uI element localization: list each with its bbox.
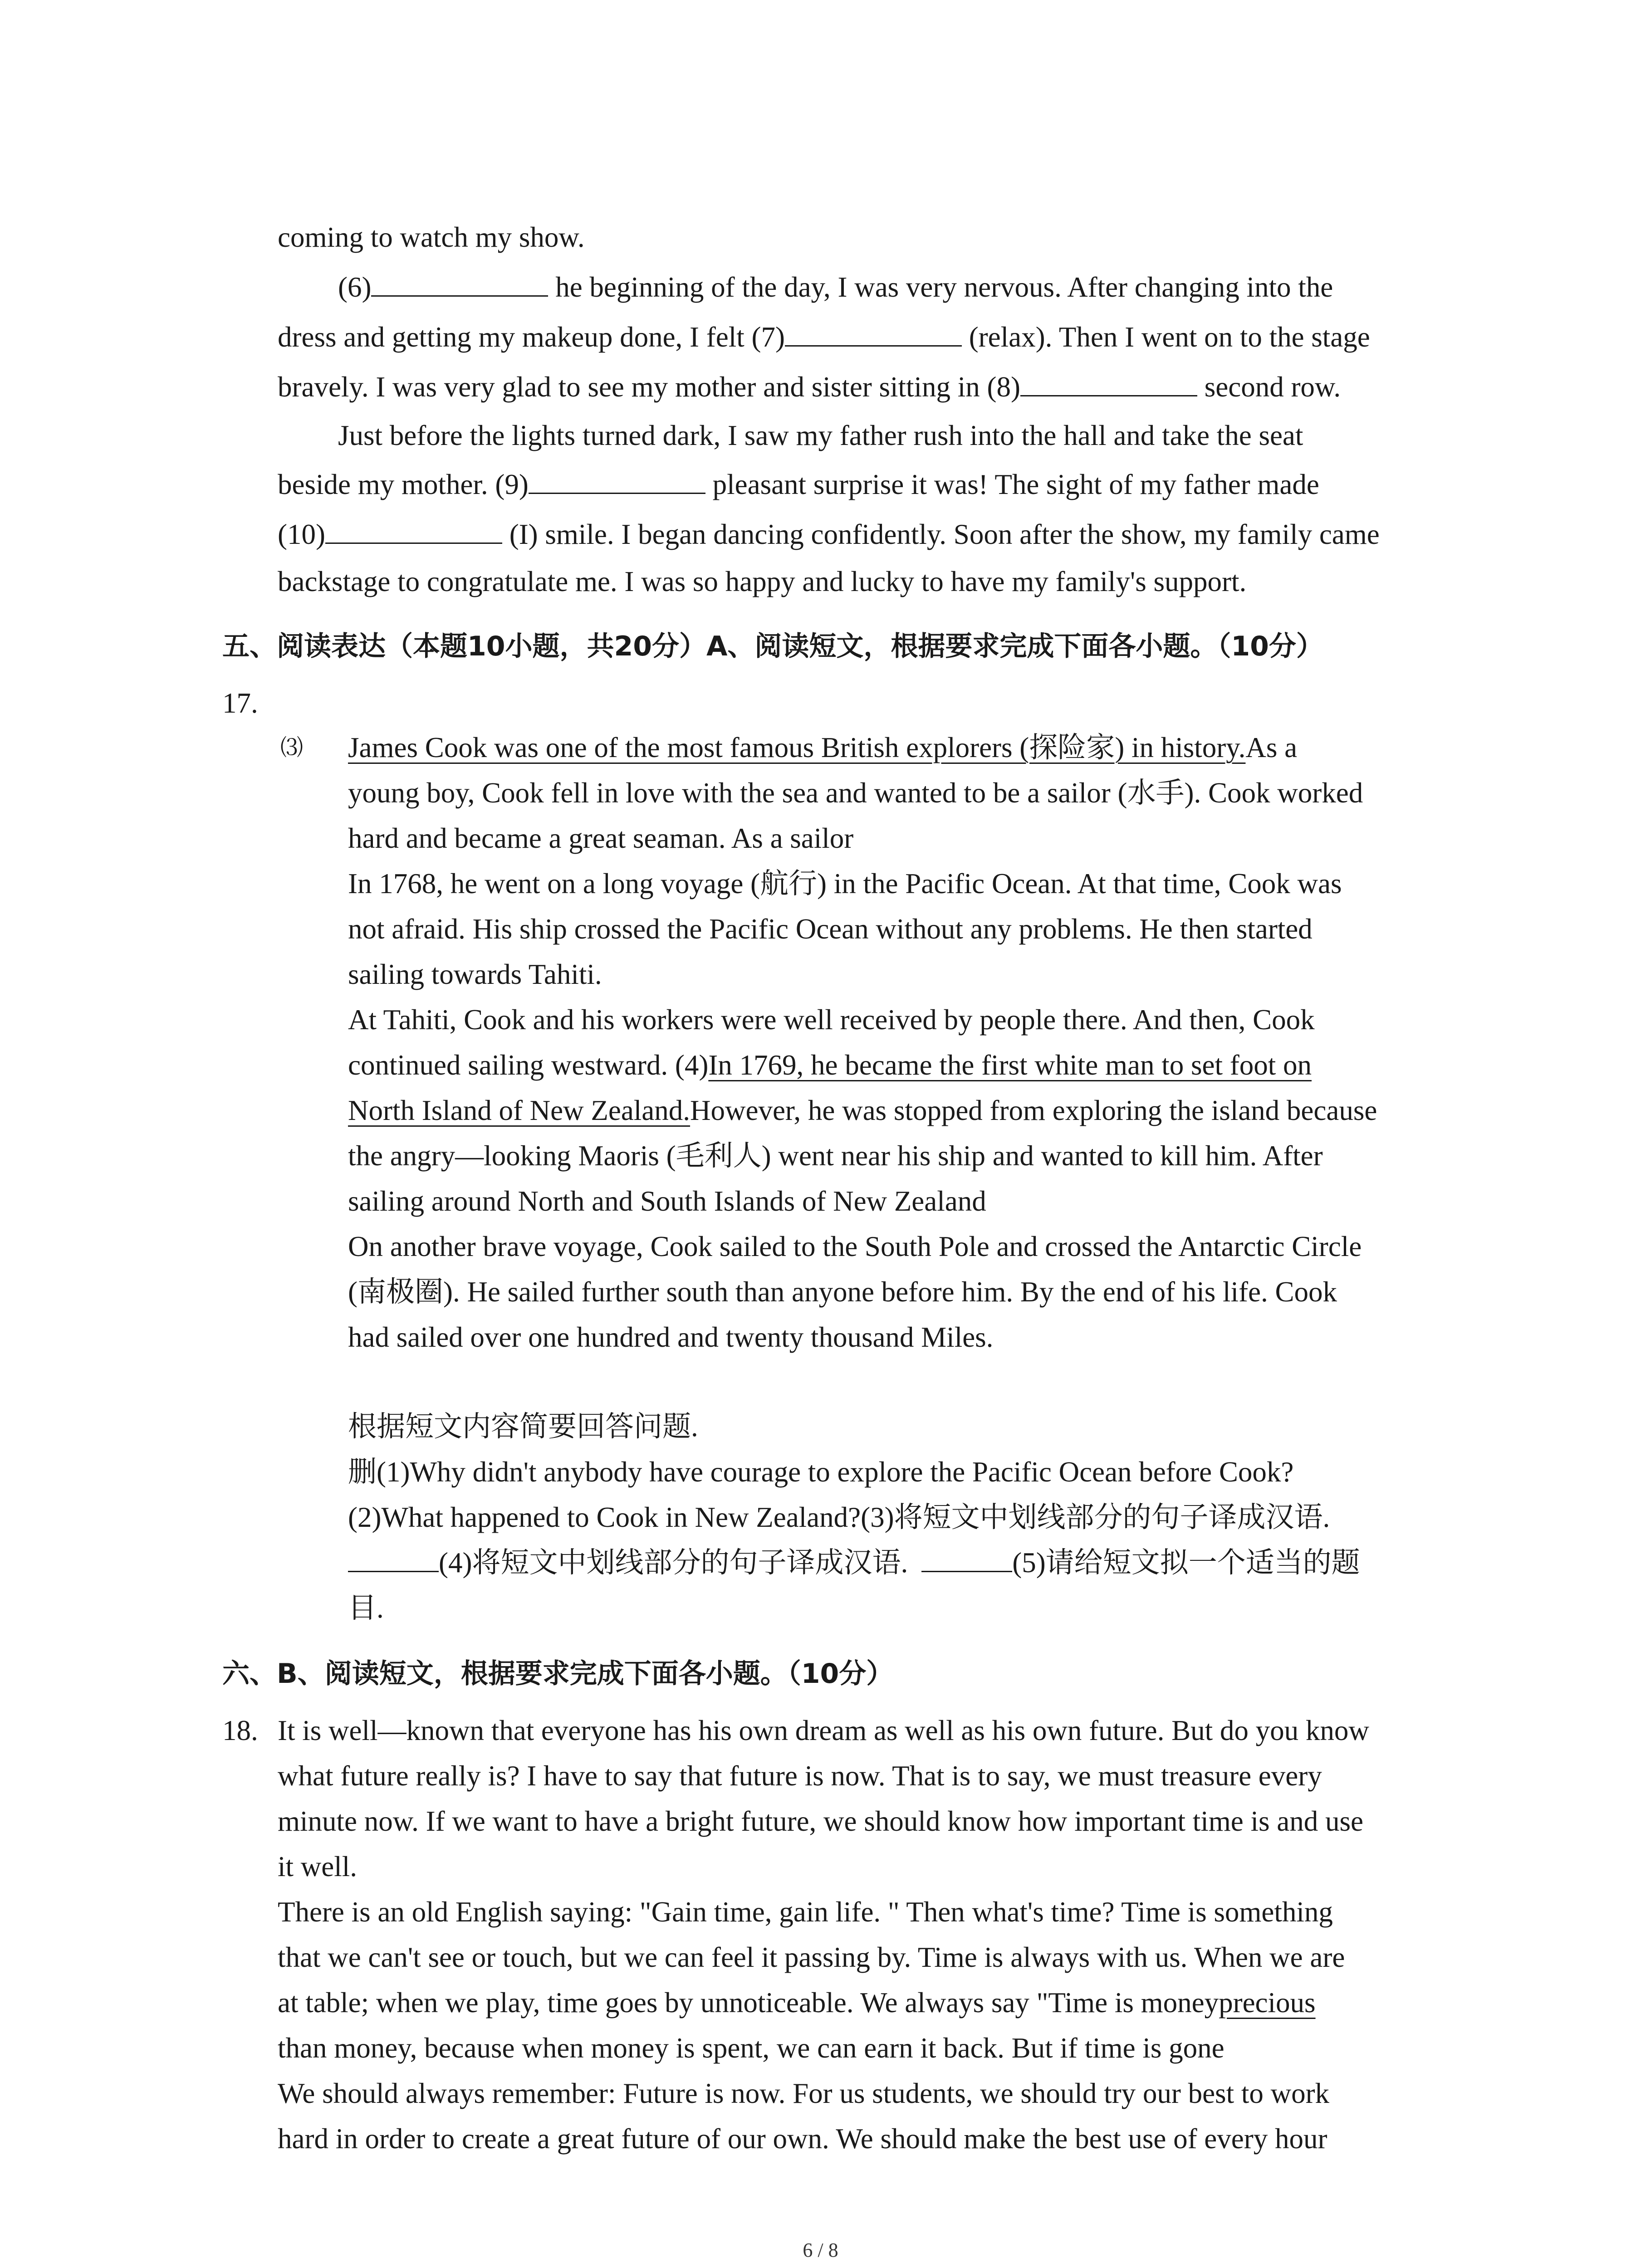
underlined-word: precious: [1219, 1987, 1316, 2019]
answer-blank-10[interactable]: [325, 518, 502, 544]
passage-line: Just before the lights turned dark, I saw my father rush into the hall and take the seat: [338, 420, 1303, 451]
answer-blank-6[interactable]: [371, 271, 548, 297]
question-4: (4)将短文中划线部分的句子译成汉语.: [439, 1547, 908, 1579]
answer-blank-8[interactable]: [1020, 371, 1197, 396]
passage-line: had sailed over one hundred and twenty thousand Miles.: [348, 1321, 994, 1353]
passage-line: We should always remember: Future is now. For us students, we should try our best to work: [278, 2077, 1330, 2109]
passage-line: sailing around North and South Islands of New Zealand: [348, 1185, 986, 1217]
question-4-5: [348, 1545, 1360, 1581]
passage-line: [348, 1047, 1312, 1083]
passage-line: sailing towards Tahiti.: [348, 958, 602, 990]
passage-line: There is an old English saying: "Gain time, gain life. " Then what's time? Time is something: [278, 1896, 1333, 1928]
passage-line: [278, 466, 1319, 503]
passage-line: [348, 729, 1297, 766]
passage-text: at table; when we play, time goes by unnoticeable. We always say "Time is money: [278, 1987, 1219, 2019]
answer-blank-3[interactable]: [348, 1546, 439, 1572]
blank-number: (6): [338, 271, 372, 303]
passage-text: second row.: [1197, 371, 1341, 403]
section-heading: 五、阅读表达（本题10小题，共20分）A、阅读短文，根据要求完成下面各小题。（10分）: [222, 631, 1323, 662]
passage-line: [278, 369, 1341, 405]
section-heading: 六、B、阅读短文，根据要求完成下面各小题。（10分）: [222, 1658, 894, 1690]
answer-blank-9[interactable]: [529, 468, 705, 494]
passage-text: (I) smile. I began dancing confidently. Soon after the show, my family came: [502, 518, 1380, 550]
question-2-3: (2)What happened to Cook in New Zealand?(3)将短文中划线部分的句子译成汉语.: [348, 1501, 1330, 1533]
passage-line: It is well—known that everyone has his own dream as well as his own future. But do you know: [278, 1715, 1369, 1746]
passage-text: pleasant surprise it was! The sight of my father made: [705, 469, 1319, 500]
answer-blank-7[interactable]: [785, 321, 962, 347]
underlined-sentence: In 1769, he became the first white man to set foot on: [708, 1049, 1312, 1081]
passage-line: it well.: [278, 1851, 357, 1882]
passage-text: beside my mother. (9): [278, 469, 529, 500]
passage-text: (10): [278, 518, 325, 550]
passage-line: (南极圈). He sailed further south than anyone before him. By the end of his life. Cook: [348, 1276, 1337, 1308]
question-intro: 根据短文内容简要回答问题.: [348, 1411, 698, 1442]
question-number: 17.: [222, 687, 258, 719]
page-number: 6 / 8: [803, 2239, 838, 2261]
answer-blank-4[interactable]: [921, 1546, 1012, 1572]
question-5: (5)请给短文拟一个适当的题: [1012, 1547, 1360, 1579]
passage-text: As a: [1245, 732, 1298, 763]
passage-line: [278, 516, 1380, 552]
passage-line: [338, 269, 1333, 305]
passage-text: he beginning of the day, I was very nervous. After changing into the: [548, 271, 1333, 303]
sub-question-marker: ⑶: [280, 735, 303, 760]
passage-line: coming to watch my show.: [278, 221, 585, 253]
passage-line: minute now. If we want to have a bright future, we should know how important time is and use: [278, 1805, 1363, 1837]
passage-line: not afraid. His ship crossed the Pacific Ocean without any problems. He then started: [348, 913, 1313, 945]
passage-text: However, he was stopped from exploring the island because: [690, 1095, 1377, 1126]
passage-line: backstage to congratulate me. I was so happy and lucky to have my family's support.: [278, 566, 1247, 597]
passage-line: In 1768, he went on a long voyage (航行) in the Pacific Ocean. At that time, Cook was: [348, 868, 1342, 899]
passage-text: dress and getting my makeup done, I felt (7): [278, 321, 785, 353]
underlined-sentence: James Cook was one of the most famous British explorers (探险家) in history.: [348, 732, 1246, 763]
passage-line: than money, because when money is spent, we can earn it back. But if time is gone: [278, 2032, 1225, 2064]
passage-line: hard in order to create a great future of our own. We should make the best use of every hour: [278, 2123, 1327, 2155]
passage-line: [348, 1092, 1377, 1129]
question-number: 18.: [222, 1715, 258, 1746]
passage-line: the angry—looking Maoris (毛利人) went near his ship and wanted to kill him. After: [348, 1140, 1323, 1172]
question-5-end: 目.: [348, 1592, 384, 1624]
passage-line: hard and became a great seaman. As a sailor: [348, 822, 854, 854]
question-1: 删(1)Why didn't anybody have courage to explore the Pacific Ocean before Cook?: [348, 1456, 1294, 1488]
passage-line: young boy, Cook fell in love with the sea and wanted to be a sailor (水手). Cook worked: [348, 777, 1363, 809]
passage-line: At Tahiti, Cook and his workers were well received by people there. And then, Cook: [348, 1004, 1315, 1036]
passage-text: bravely. I was very glad to see my mother and sister sitting in (8): [278, 371, 1021, 403]
passage-line: what future really is? I have to say that future is now. That is to say, we must treasure every: [278, 1760, 1322, 1792]
passage-line: On another brave voyage, Cook sailed to the South Pole and crossed the Antarctic Circle: [348, 1231, 1362, 1262]
passage-line: [278, 1984, 1316, 2021]
passage-text: continued sailing westward. (4): [348, 1049, 709, 1081]
passage-line: [278, 319, 1370, 355]
passage-text: (relax). Then I went on to the stage: [961, 321, 1370, 353]
underlined-sentence: North Island of New Zealand.: [348, 1095, 691, 1126]
passage-line: that we can't see or touch, but we can feel it passing by. Time is always with us. When we are: [278, 1941, 1345, 1973]
